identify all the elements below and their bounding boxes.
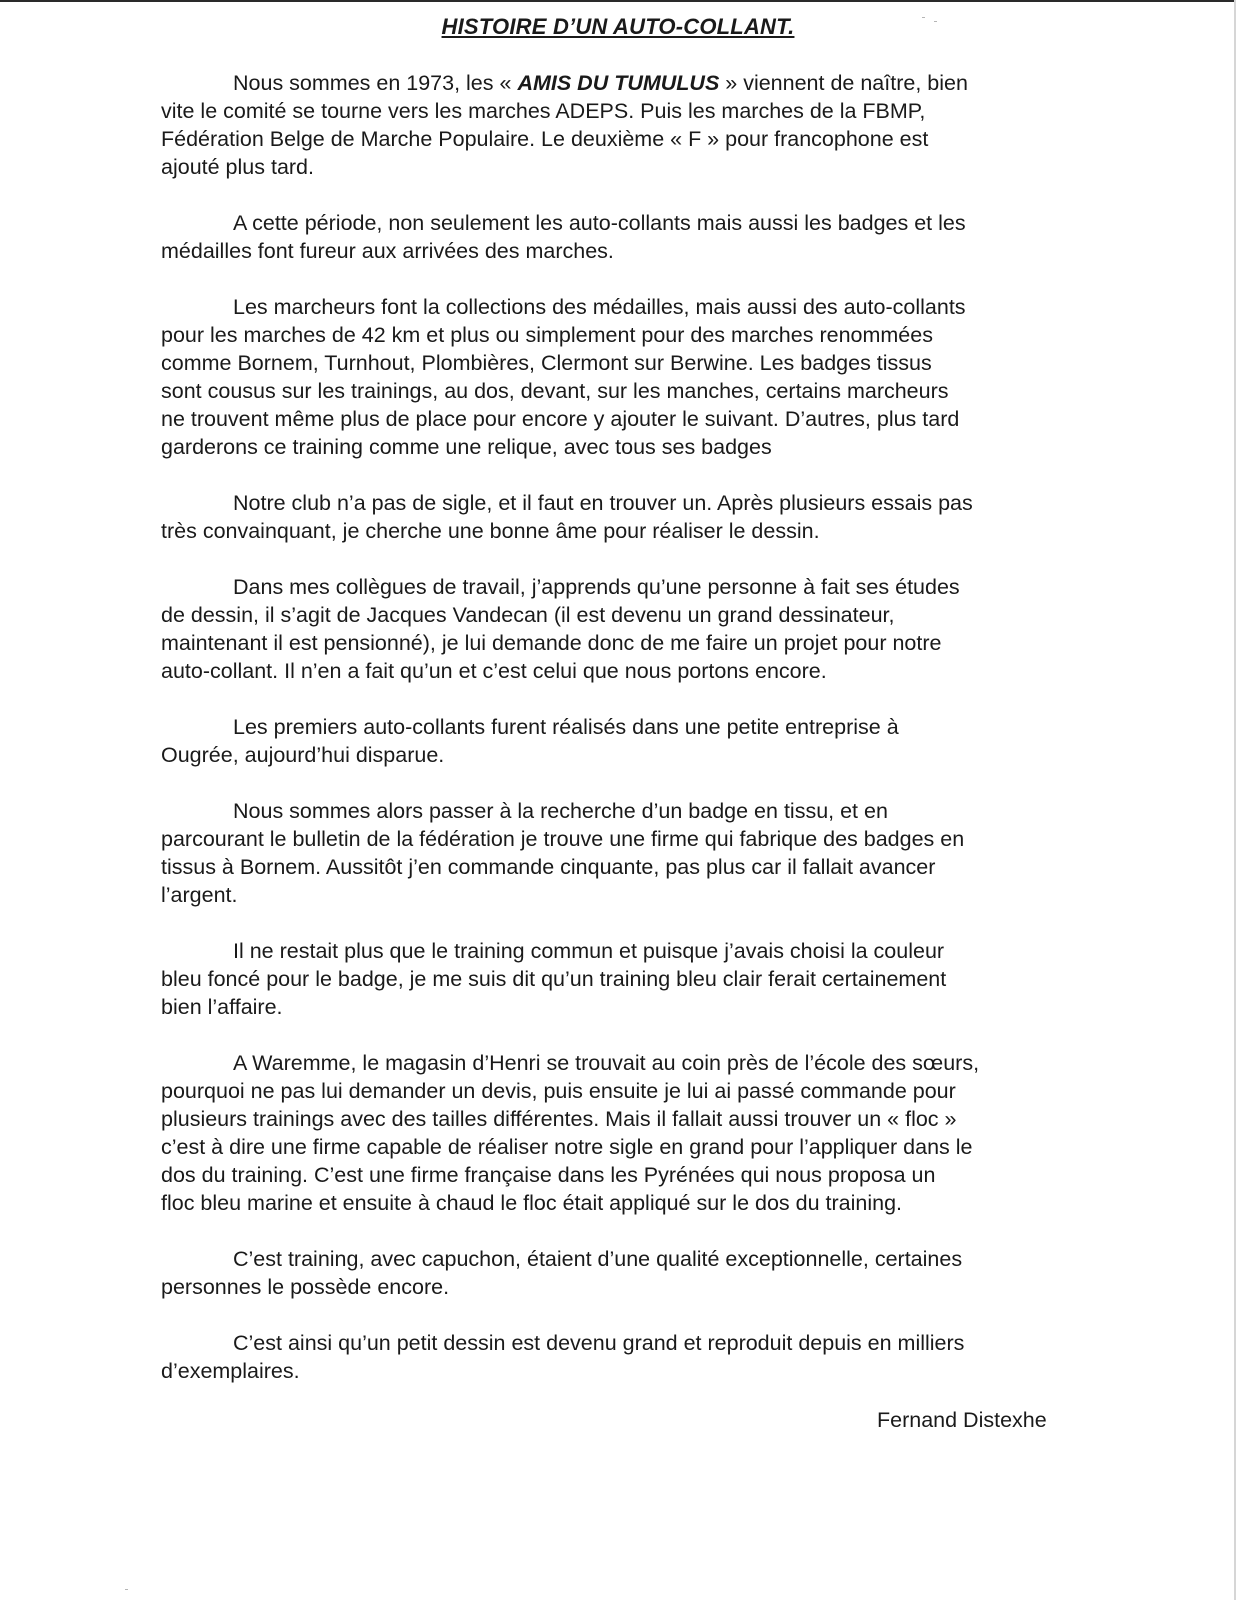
paragraph-line: très convainquant, je cherche une bonne âme pour réaliser le dessin. bbox=[161, 519, 820, 543]
document-title: HISTOIRE D’UN AUTO-COLLANT. bbox=[441, 14, 795, 39]
paragraph-line: Nous sommes alors passer à la recherche d’un badge en tissu, et en bbox=[233, 799, 888, 823]
paragraph-line: maintenant il est pensionné), je lui demande donc de me faire un projet pour notre bbox=[161, 631, 942, 655]
paragraph-line: ajouté plus tard. bbox=[161, 155, 314, 179]
paragraph-line: vite le comité se tourne vers les marches ADEPS. Puis les marches de la FBMP, bbox=[161, 99, 926, 123]
paragraph-line: C’est ainsi qu’un petit dessin est devenu grand et reproduit depuis en milliers bbox=[233, 1331, 965, 1355]
paragraph-11 bbox=[161, 1329, 1081, 1385]
scan-speck bbox=[125, 1589, 128, 1590]
paragraph-line: garderons ce training comme une relique, avec tous ses badges bbox=[161, 435, 772, 459]
paragraph-9 bbox=[161, 1049, 1081, 1217]
paragraph-6 bbox=[161, 713, 1081, 769]
paragraph-line: C’est training, avec capuchon, étaient d’une qualité exceptionnelle, certaines bbox=[233, 1247, 963, 1271]
paragraph-line: médailles font fureur aux arrivées des marches. bbox=[161, 239, 614, 263]
paragraph-1 bbox=[161, 69, 1081, 181]
paragraph-line: c’est à dire une firme capable de réaliser notre sigle en grand pour l’appliquer dans le bbox=[161, 1135, 973, 1159]
paragraph-line: Dans mes collègues de travail, j’apprends qu’une personne à fait ses études bbox=[233, 575, 960, 599]
paragraph-line: personnes le possède encore. bbox=[161, 1275, 450, 1299]
paragraph-line: Notre club n’a pas de sigle, et il faut en trouver un. Après plusieurs essais pas bbox=[233, 491, 973, 515]
paragraph-line: bien l’affaire. bbox=[161, 995, 283, 1019]
paragraph-7 bbox=[161, 797, 1081, 909]
paragraph-line: A Waremme, le magasin d’Henri se trouvait au coin près de l’école des sœurs, bbox=[233, 1051, 980, 1075]
paragraph-8 bbox=[161, 937, 1081, 1021]
paragraph-line: plusieurs trainings avec des tailles différentes. Mais il fallait aussi trouver un « floc » bbox=[161, 1107, 957, 1131]
paragraph-line: Il ne restait plus que le training commun et puisque j’avais choisi la couleur bbox=[233, 939, 945, 963]
paragraph-line: d’exemplaires. bbox=[161, 1359, 300, 1383]
paragraph-line: pourquoi ne pas lui demander un devis, puis ensuite je lui ai passé commande pour bbox=[161, 1079, 956, 1103]
scan-speck bbox=[922, 17, 925, 18]
scan-top-border bbox=[0, 0, 1236, 2]
paragraph-line: auto-collant. Il n’en a fait qu’un et c’est celui que nous portons encore. bbox=[161, 659, 827, 683]
paragraph-2 bbox=[161, 209, 1081, 265]
paragraph-line: ne trouvent même plus de place pour encore y ajouter le suivant. D’autres, plus tard bbox=[161, 407, 960, 431]
paragraph-line: Nous sommes en 1973, les « AMIS DU TUMULUS » viennent de naître, bien bbox=[233, 71, 968, 95]
paragraph-line: dos du training. C’est une firme française dans les Pyrénées qui nous proposa un bbox=[161, 1163, 936, 1187]
paragraph-3 bbox=[161, 293, 1081, 461]
scan-speck bbox=[934, 21, 937, 22]
document-body bbox=[161, 69, 1081, 1413]
paragraph-line: Les marcheurs font la collections des médailles, mais aussi des auto-collants bbox=[233, 295, 966, 319]
paragraph-line: Les premiers auto-collants furent réalisés dans une petite entreprise à bbox=[233, 715, 899, 739]
paragraph-line: Ougrée, aujourd’hui disparue. bbox=[161, 743, 445, 767]
paragraph-line: bleu foncé pour le badge, je me suis dit qu’un training bleu clair ferait certainement bbox=[161, 967, 947, 991]
paragraph-line: pour les marches de 42 km et plus ou simplement pour des marches renommées bbox=[161, 323, 933, 347]
paragraph-10 bbox=[161, 1245, 1081, 1301]
club-name: AMIS DU TUMULUS bbox=[517, 71, 720, 95]
paragraph-line: A cette période, non seulement les auto-collants mais aussi les badges et les bbox=[233, 211, 966, 235]
paragraph-4 bbox=[161, 489, 1081, 545]
paragraph-line: l’argent. bbox=[161, 883, 238, 907]
paragraph-5 bbox=[161, 573, 1081, 685]
paragraph-line: tissus à Bornem. Aussitôt j’en commande cinquante, pas plus car il fallait avancer bbox=[161, 855, 936, 879]
paragraph-line: floc bleu marine et ensuite à chaud le floc était appliqué sur le dos du training. bbox=[161, 1191, 903, 1215]
paragraph-line: Fédération Belge de Marche Populaire. Le deuxième « F » pour francophone est bbox=[161, 127, 929, 151]
author-signature: Fernand Distexhe bbox=[877, 1408, 1047, 1432]
paragraph-line: parcourant le bulletin de la fédération je trouve une firme qui fabrique des badges en bbox=[161, 827, 965, 851]
paragraph-line: comme Bornem, Turnhout, Plombières, Clermont sur Berwine. Les badges tissus bbox=[161, 351, 932, 375]
paragraph-line: sont cousus sur les trainings, au dos, devant, sur les manches, certains marcheurs bbox=[161, 379, 949, 403]
paragraph-line: de dessin, il s’agit de Jacques Vandecan (il est devenu un grand dessinateur, bbox=[161, 603, 895, 627]
